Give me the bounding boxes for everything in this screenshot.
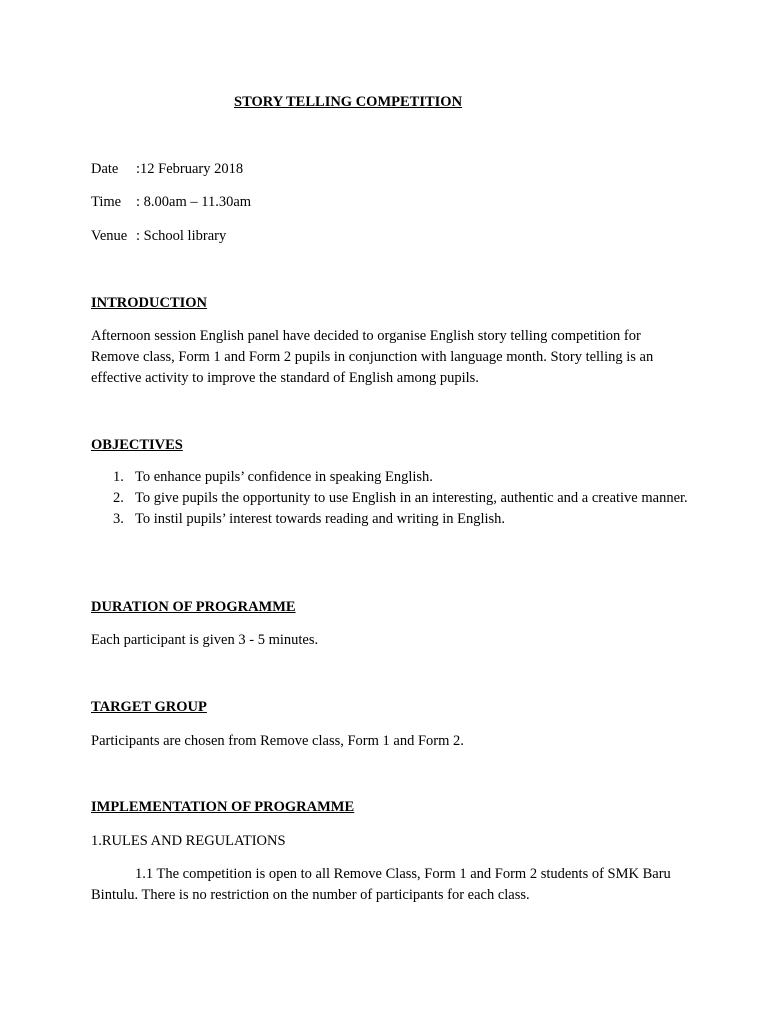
objectives-list <box>91 467 691 530</box>
objectives-heading: OBJECTIVES <box>91 437 183 453</box>
implementation-heading: IMPLEMENTATION OF PROGRAMME <box>91 799 355 815</box>
rules-subheading: 1.RULES AND REGULATIONS <box>91 833 286 849</box>
time-value: : 8.00am – 11.30am <box>136 194 252 210</box>
list-item-number: 1. <box>113 469 124 485</box>
time-label: Time <box>91 194 122 210</box>
date-label: Date <box>91 161 119 177</box>
document-title: STORY TELLING COMPETITION <box>234 94 463 110</box>
duration-text: Each participant is given 3 - 5 minutes. <box>91 632 319 648</box>
duration-heading: DURATION OF PROGRAMME <box>91 599 296 615</box>
introduction-text: Afternoon session English panel have decided to organise English story telling competition for Remove class, Form 1 and Form 2 pupils in conjunction with language month. Story telling is an effective activity to improve the standard of English among pupils. <box>91 328 654 386</box>
target-group-text: Participants are chosen from Remove class, Form 1 and Form 2. <box>91 733 464 749</box>
list-item-text: To give pupils the opportunity to use English in an interesting, authentic and a creative manner. <box>135 490 688 506</box>
list-item <box>91 509 691 530</box>
venue-value: : School library <box>136 228 227 244</box>
rule-1-text: 1.1 The competition is open to all Remove Class, Form 1 and Form 2 students of SMK Baru Bintulu. There is no restriction on the number of participants for each class. <box>91 866 671 903</box>
target-group-heading: TARGET GROUP <box>91 699 207 715</box>
list-item <box>91 488 691 509</box>
list-item-text: To instil pupils’ interest towards reading and writing in English. <box>135 511 506 527</box>
list-item <box>91 467 691 488</box>
list-item-text: To enhance pupils’ confidence in speaking English. <box>135 469 433 485</box>
venue-label: Venue <box>91 228 128 244</box>
list-item-number: 3. <box>113 511 124 527</box>
list-item-number: 2. <box>113 490 124 506</box>
introduction-heading: INTRODUCTION <box>91 295 208 311</box>
date-value: :12 February 2018 <box>136 161 244 177</box>
